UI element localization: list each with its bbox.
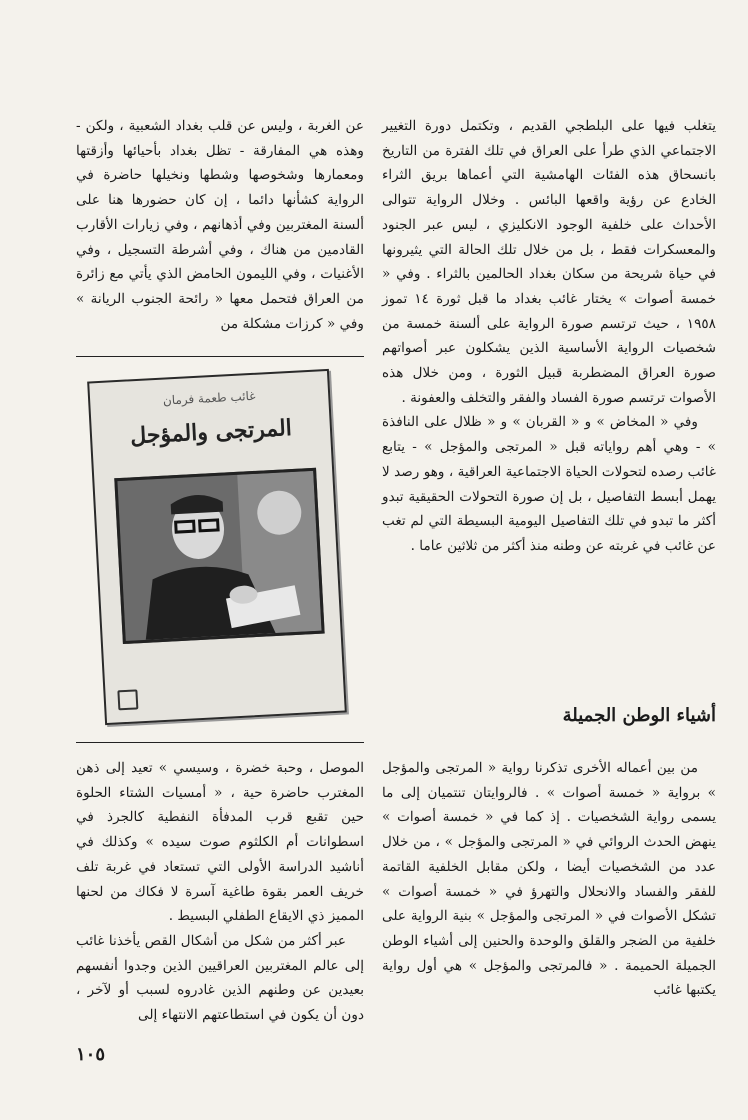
paragraph: يتغلب فيها على البلطجي القديم ، وتكتمل دورة التغيير الاجتماعي الذي طرأ على العراق في تلك الفترة من التاريخ بانسحاق هذه الفئات الهامشية التي أعماها بريق الثراء الخادع عن رؤية واقعها البائس . وخلال الرواية تتوالى الأحداث على خلفية الوجود الانكليزي ، ليس عبر الجنود والمعسكرات فقط ، بل من خلال تلك الحالة التي يثيرونها في حياة شريحة من سكان بغداد الحالمين بالثراء . وفي « خمسة أصوات » يختار غائب بغداد ما قبل ثورة ١٤ تموز ١٩٥٨ ، حيث ترتسم صورة الرواية على ألسنة خمسة من شخصيات الرواية الأساسية الذين يشكلون عبر أصواتهم صورة العراق المضطربة قبيل الثورة ، ومن خلال هذه الأصوات ترتسم صورة الفساد والفقر والتخلف والعفونة . [382,118,716,406]
paragraph: وفي « المخاض » و « القربان » و « ظلال على النافذة » - وهي أهم رواياته قبل « المرتجى والمؤجل » - يتابع غائب رصده لتحولات الحياة الاجتماعية العراقية ، وهو رصد لا يهمل أبسط التفاصيل ، بل إن صورة التحولات الحقيقية تبدو أكثر ما تبدو في تلك التفاصيل اليومية البسيطة التي لم تغب عن غائب في غربته عن وطنه منذ أكثر من ثلاثين عاما . [382,414,716,554]
right-column-top [382,114,716,559]
paragraph: من بين أعماله الأخرى تذكرنا رواية « المرتجى والمؤجل » برواية « خمسة أصوات » . فالروايتان تنتميان إلى ما يسمى رواية الشخصيات . إذ كما في « خمسة أصوات » ينهض الحدث الروائي في « المرتجى والمؤجل » ، من خلال عدد من الشخصيات أيضا ، ولكن مقابل الخلفية القاتمة للفقر والفساد والانحلال والتهرؤ في « خمسة أصوات » تشكل الأصوات في « المرتجى والمؤجل » بنية الرواية على خلفية من الضجر والقلق والوحدة والحنين إلى أشياء الوطن الجميلة الحميمة . « فالمرتجى والمؤجل » هي أول رواية يكتبها غائب [382,760,716,999]
cover-author: غائب طعمة فرمان [162,388,256,408]
section-heading: أشياء الوطن الجميلة [562,705,716,726]
cover-title: المرتجى والمؤجل [129,414,293,450]
section-heading-wrap [382,702,716,730]
paragraph: عبر أكثر من شكل من أشكال القص يأخذنا غائب إلى عالم المغتربين العراقيين الذين وجدوا أنفسهم بعيدين عن وطنهم الذين غادروه لسبب أو لآخر ، دون أن يكون في استطاعتهم الانتهاء إلى [76,932,364,1024]
book-cover-image [87,369,347,725]
left-column-bottom [76,756,364,1028]
left-column-top [76,114,364,336]
divider [76,356,364,357]
paragraph: عن الغربة ، وليس عن قلب بغداد الشعبية ، ولكن - وهذه هي المفارقة - تظل بغداد بأحيائها وأزقتها ومعمارها وشخوصها وشطها ونخيلها حاضرة في الرواية كشأنها دائما ، إن كان حضورها هنا على ألسنة المغتربين وفي أذهانهم ، وفي زيارات الأقارب القادمين من هناك ، وفي أشرطة التسجيل ، وفي الأغنيات ، وفي الليمون الحامض الذي يأتي مع زائرة من العراق فتحمل معها « رائحة الجنوب الريانة » وفي « كرزات مشكلة من [76,118,364,332]
publisher-logo-icon [117,689,138,710]
right-column-bottom [382,756,716,1003]
author-photo [114,468,324,644]
page-number: ١٠٥ [76,1044,106,1065]
divider [76,742,364,743]
paragraph: الموصل ، وحبة خضرة ، وسيسي » تعيد إلى ذهن المغترب حاضرة حية ، « أمسيات الشتاء الحلوة حين تقبع قرب المدفأة النفطية كالجرذ في اسطوانات أم الكلثوم صوت سيده » وكذلك في أناشيد الدراسة الأولى التي تستعاد في غربة تلف خريف العمر بقوة طاغية آسرة لا فكاك من لحنها المميز ذي الايقاع الطفلي البسيط . [76,760,364,925]
